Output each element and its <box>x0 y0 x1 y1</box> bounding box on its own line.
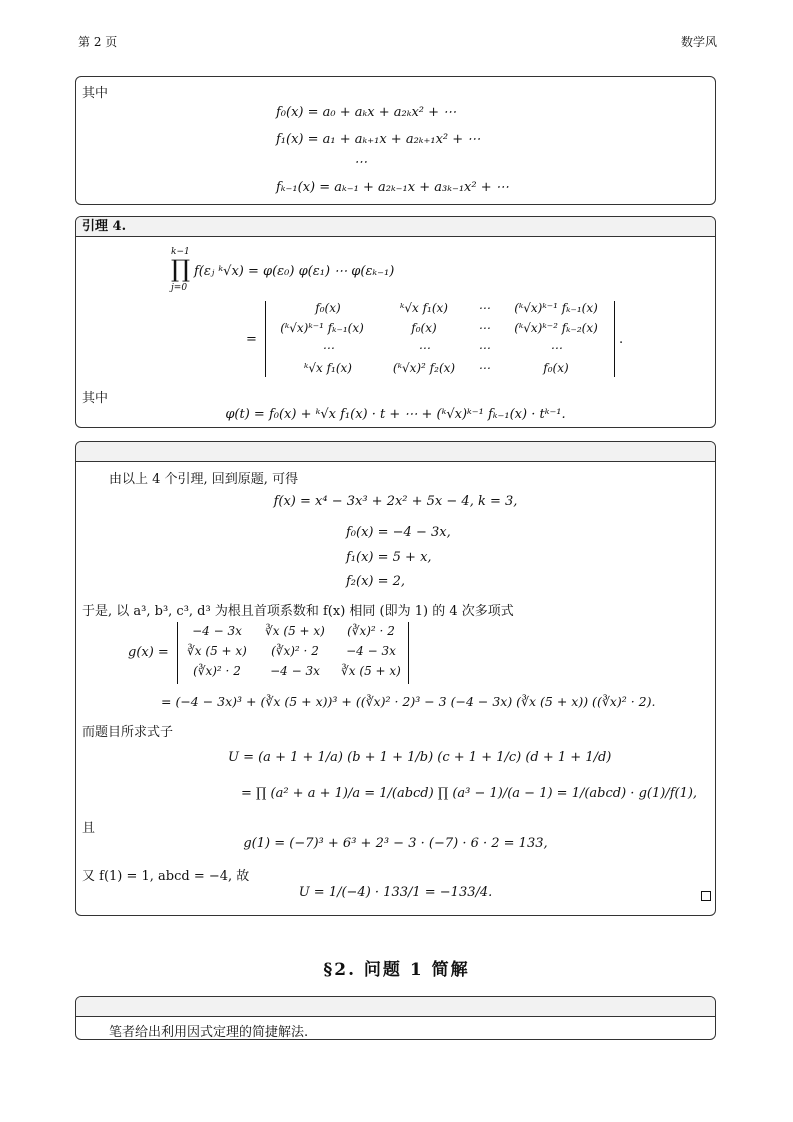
phi-definition: φ(t) = f₀(x) + ᵏ√x f₁(x) · t + ⋯ + (ᵏ√x)ᵏ⁻¹ fₖ₋₁(x) · tᵏ⁻¹. <box>225 407 566 422</box>
matrix-cell: ⋯ <box>478 341 490 355</box>
paragraph: 由以上 4 个引理, 回到原题, 可得 <box>109 472 299 487</box>
matrix-cell: (ᵏ√x)ᵏ⁻¹ fₖ₋₁(x) <box>514 301 598 315</box>
product-equation: f(εⱼ ᵏ√x) = φ(ε₀) φ(ε₁) ⋯ φ(εₖ₋₁) <box>194 264 395 279</box>
equation-f1-value: f₁(x) = 5 + x, <box>346 550 432 565</box>
paragraph: 于是, 以 a³, b³, c³, d³ 为根且首项系数和 f(x) 相同 (即为 1) 的 4 次多项式 <box>82 604 514 619</box>
equation-fk-1: fₖ₋₁(x) = aₖ₋₁ + a₂ₖ₋₁x + a₃ₖ₋₁x² + ⋯ <box>276 180 509 195</box>
equation-f2-value: f₂(x) = 2, <box>346 574 406 589</box>
matrix-cell: ∛x (5 + x) <box>341 664 401 678</box>
running-title: 数学风 <box>680 35 717 49</box>
matrix-cell: f₀(x) <box>543 361 569 375</box>
solution-box-2 <box>75 996 716 1040</box>
equation-ellipsis: ⋯ <box>354 155 367 170</box>
equation-f1: f₁(x) = a₁ + aₖ₊₁x + a₂ₖ₊₁x² + ⋯ <box>276 132 481 147</box>
page-number: 第 2 页 <box>78 35 118 49</box>
matrix-cell: ᵏ√x f₁(x) <box>400 301 448 315</box>
g-expansion: = (−4 − 3x)³ + (∛x (5 + x))³ + ((∛x)² · 2)³ − 3 (−4 − 3x) (∛x (5 + x)) ((∛x)² · 2). <box>161 694 656 709</box>
intro-text: 其中 <box>82 86 109 101</box>
product-symbol: ∏ <box>171 255 191 283</box>
g-determinant <box>177 622 409 684</box>
paragraph: 又 f(1) = 1, abcd = −4, 故 <box>82 869 250 884</box>
equation-f0-value: f₀(x) = −4 − 3x, <box>346 525 451 540</box>
matrix-cell: ⋯ <box>322 341 334 355</box>
matrix-cell: ⋯ <box>478 301 490 315</box>
paragraph: 笔者给出利用因式定理的简捷解法. <box>109 1025 309 1040</box>
equation-fx: f(x) = x⁴ − 3x³ + 2x² + 5x − 4, k = 3, <box>273 494 518 509</box>
matrix-cell: ᵏ√x f₁(x) <box>304 361 352 375</box>
matrix-cell: f₀(x) <box>315 301 341 315</box>
matrix-cell: (ᵏ√x)² f₂(x) <box>392 361 456 375</box>
u-simplified: = ∏ (a² + a + 1)/a = 1/(abcd) ∏ (a³ − 1)/(a − 1) = 1/(abcd) · g(1)/f(1), <box>241 786 698 801</box>
solution-box <box>75 441 716 916</box>
final-answer: U = 1/(−4) · 133/1 = −133/4. <box>298 885 493 900</box>
matrix-cell: (ᵏ√x)ᵏ⁻² fₖ₋₂(x) <box>514 321 598 335</box>
qed-square-icon <box>701 891 711 901</box>
product-upper-limit: k−1 <box>171 247 190 257</box>
box-header-bar <box>76 442 715 462</box>
matrix-cell: −4 − 3x <box>192 624 242 638</box>
matrix-cell: ⋯ <box>478 321 490 335</box>
u-product: U = (a + 1 + 1/a) (b + 1 + 1/b) (c + 1 + 1/c) (d + 1 + 1/d) <box>228 750 612 765</box>
matrix-cell: ⋯ <box>550 341 562 355</box>
lemma-4-box <box>75 216 716 428</box>
paragraph: 而题目所求式子 <box>82 725 174 740</box>
matrix-cell: ⋯ <box>478 361 490 375</box>
product-lower-limit: j=0 <box>171 283 188 293</box>
period: . <box>619 332 624 347</box>
matrix-cell: (∛x)² · 2 <box>347 624 395 638</box>
lemma-title: 引理 4. <box>76 217 715 237</box>
matrix-cell: (∛x)² · 2 <box>193 664 241 678</box>
box-header-bar <box>76 997 715 1017</box>
g-lhs: g(x) = <box>128 645 169 660</box>
paragraph: 且 <box>82 821 96 836</box>
matrix-cell: (∛x)² · 2 <box>271 644 319 658</box>
matrix-cell: f₀(x) <box>411 321 437 335</box>
matrix-cell: −4 − 3x <box>270 664 320 678</box>
circulant-determinant <box>265 301 615 377</box>
continuation-box <box>75 76 716 205</box>
equation-f0: f₀(x) = a₀ + aₖx + a₂ₖx² + ⋯ <box>276 105 457 120</box>
matrix-cell: ∛x (5 + x) <box>187 644 247 658</box>
matrix-cell: ⋯ <box>418 341 430 355</box>
intro-text-2: 其中 <box>82 391 109 406</box>
matrix-cell: −4 − 3x <box>346 644 396 658</box>
matrix-cell: ∛x (5 + x) <box>265 624 325 638</box>
section-heading: §2. 问题 1 简解 <box>323 960 470 980</box>
equals-sign: = <box>246 332 257 347</box>
g-one-value: g(1) = (−7)³ + 6³ + 2³ − 3 · (−7) · 6 · 2 = 133, <box>243 836 548 851</box>
matrix-cell: (ᵏ√x)ᵏ⁻¹ fₖ₋₁(x) <box>280 321 364 335</box>
